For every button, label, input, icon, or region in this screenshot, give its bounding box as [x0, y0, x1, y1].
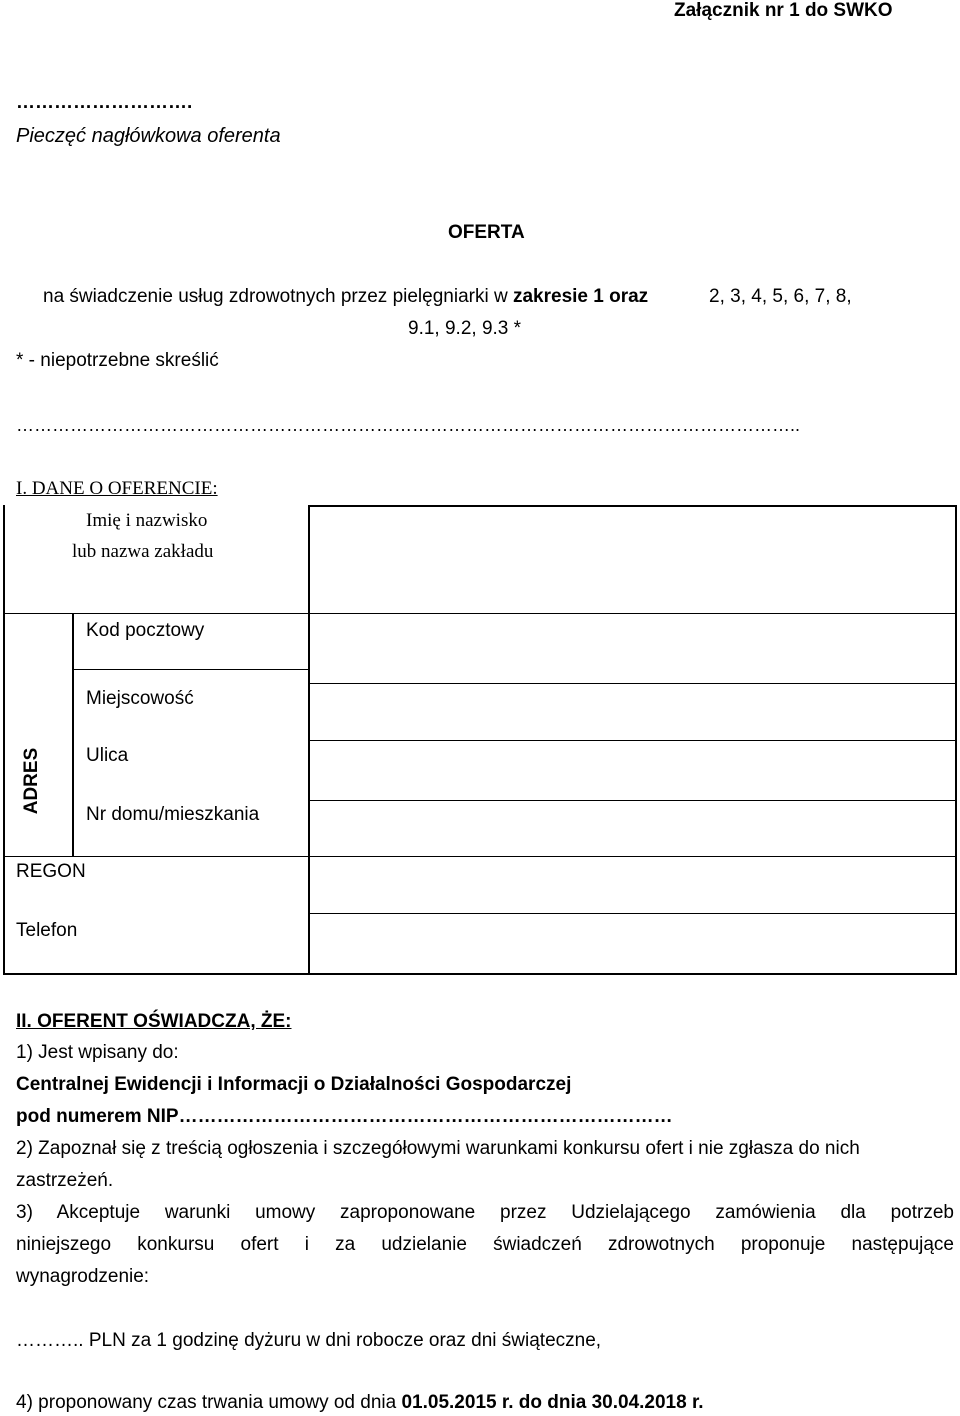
offer-subtitle-tail: 2, 3, 4, 5, 6, 7, 8,: [709, 286, 852, 307]
row-line-1: [3, 613, 309, 614]
stamp-label: Pieczęć nagłówkowa oferenta: [16, 125, 281, 147]
section2-point1: 1) Jest wpisany do:: [16, 1042, 179, 1063]
point4-text: 4) proponowany czas trwania umowy od dnia: [16, 1392, 402, 1413]
name-label-1: Imię i nazwisko: [86, 510, 208, 531]
section2-heading: II. OFERENT OŚWIADCZA, ŻE:: [16, 1011, 292, 1032]
point4-date-from: 01.05.2015 r.: [401, 1392, 514, 1413]
section2-point2-line2: zastrzeżeń.: [16, 1170, 114, 1191]
row-line-6-right: [310, 913, 957, 914]
row-line-1-right: [310, 613, 957, 614]
strike-note: * - niepotrzebne skreślić: [16, 350, 219, 371]
section1-heading: I. DANE O OFERENCIE:: [16, 478, 218, 499]
postal-code-label: Kod pocztowy: [86, 620, 205, 641]
rate-line: ……….. PLN za 1 godzinę dyżuru w dni robocze oraz dni świąteczne,: [16, 1330, 602, 1351]
section2-point3-line2: niniejszego konkursu ofert i za udzielanie świadczeń zdrowotnych proponuje następujące: [16, 1234, 954, 1255]
table-border-left: [3, 505, 5, 974]
stamp-dots: ……………………….: [16, 92, 193, 113]
row-line-2: [73, 669, 309, 670]
offer-subtitle-line2: 9.1, 9.2, 9.3 *: [408, 318, 522, 339]
point4-date-to: 30.04.2018 r.: [591, 1392, 704, 1413]
section2-point4: [16, 1392, 704, 1414]
section2-point2-line1: 2) Zapoznał się z treścią ogłoszenia i szczegółowymi warunkami konkursu ofert i nie zgłasza do nich: [16, 1138, 860, 1159]
house-number-label: Nr domu/mieszkania: [86, 804, 260, 825]
offer-subtitle-line1: [43, 286, 648, 308]
point4-mid: do dnia: [513, 1392, 592, 1413]
table-border-bottom: [3, 973, 957, 975]
attachment-label: Załącznik nr 1 do SWKO: [674, 0, 893, 21]
table-top-right: [310, 505, 957, 507]
city-label: Miejscowość: [86, 688, 194, 709]
section2-point3-line1: 3) Akceptuje warunki umowy zaproponowane przez Udzielającego zamówienia dla potrzeb: [16, 1202, 954, 1223]
subtitle-bold: zakresie 1 oraz: [512, 286, 649, 307]
regon-label: REGON: [16, 861, 86, 882]
section2-point3-line3: wynagrodzenie:: [16, 1266, 150, 1287]
section2-point1-nip: pod numerem NIP……………………………………………………………………: [16, 1106, 673, 1127]
row-line-2-right: [310, 683, 957, 684]
row-line-5-right: [310, 856, 957, 857]
address-vertical-label: ADRES: [21, 747, 42, 815]
name-label-2: lub nazwa zakładu: [72, 541, 214, 562]
section2-point1-registry: Centralnej Ewidencji i Informacji o Działalności Gospodarczej: [16, 1074, 572, 1095]
row-line-3-right: [310, 740, 957, 741]
phone-label: Telefon: [16, 920, 78, 941]
street-label: Ulica: [86, 745, 129, 766]
subtitle-normal: na świadczenie usług zdrowotnych przez pielęgniarki w: [43, 286, 513, 307]
long-dots-line: …………………………………………………………………………………………………………………..: [16, 415, 801, 435]
offer-title: OFERTA: [448, 222, 525, 243]
table-divider-adres: [72, 614, 74, 857]
row-line-5: [3, 856, 309, 857]
row-line-4-right: [310, 800, 957, 801]
